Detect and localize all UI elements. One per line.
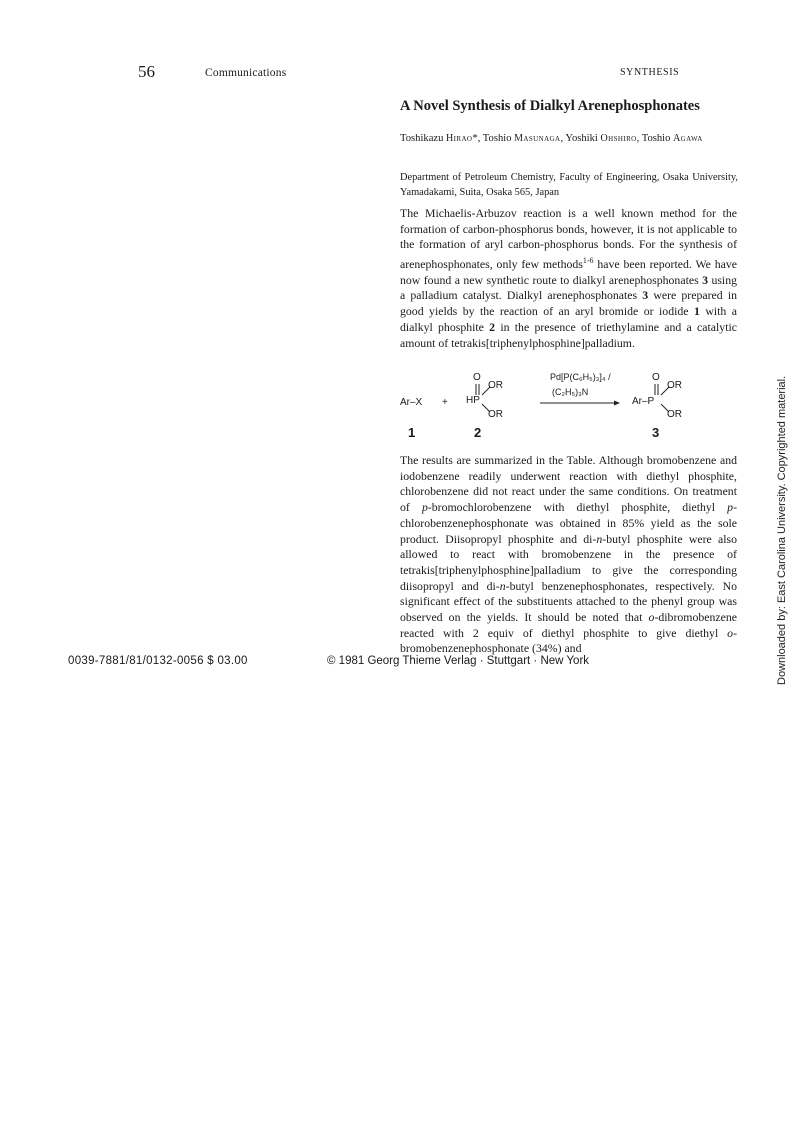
text-run: The Michaelis-Arbuzov reaction is a well known method for the formation of carbon-phosphorus bonds, however, it is not applicable to the formation of aryl carbon-phosphorus bonds. For the synthesis of arenephosphonates, only few methods — [400, 206, 737, 272]
alkoxy-group: OR — [667, 380, 682, 391]
author-last: Hirao — [446, 133, 473, 144]
text-run: in the presence of triethylamine and a catalytic amount of tetrakis[triphenylphosphine]palladium. — [400, 319, 737, 350]
base-label: (C₂H₅)₃N — [552, 387, 589, 397]
page-number: 56 — [138, 62, 155, 81]
author-last: Masunaga — [514, 133, 561, 144]
affiliation: Department of Petroleum Chemistry, Faculty of Engineering, Osaka University, Yamadakami, Suita, Osaka 565, Japan — [400, 172, 738, 198]
product-arp: Ar–P — [632, 396, 655, 407]
italic-prefix: n — [596, 531, 603, 546]
author-last: Ohshiro — [600, 133, 637, 144]
text-run: -chlorobenzenephosphonate was obtained in 85% yield as the sole product. Diisopropyl phosphite and di- — [400, 500, 738, 546]
corresponding-mark: *, — [472, 133, 483, 144]
italic-prefix: p — [421, 500, 428, 515]
italic-prefix: o — [648, 610, 655, 625]
reactant-aryl-halide: Ar–X — [400, 397, 423, 408]
reference-superscript: 1-6 — [582, 256, 594, 266]
copyright-line: © 1981 Georg Thieme Verlag · Stuttgart · New York — [327, 655, 590, 667]
download-watermark — [776, 355, 792, 685]
italic-prefix: n — [499, 578, 506, 593]
text-run: -bromochlorobenzene with diethyl phosphite, diethyl — [427, 500, 728, 515]
compound-number: 3 — [702, 272, 709, 287]
separator: , — [560, 133, 566, 144]
issn-price: 0039-7881/81/0132-0056 $ 03.00 — [68, 655, 248, 667]
hp-atom: HP — [466, 395, 480, 406]
text-run: -dibromobenzene reacted with 2 equiv of diethyl phosphite to give diethyl — [400, 610, 737, 640]
compound-label-2: 2 — [474, 425, 482, 440]
oxygen-atom: O — [652, 372, 660, 383]
compound-label-3: 3 — [652, 425, 660, 440]
text-run: -butyl benzenephosphonates, respectively. No significant effect of the substituents attached to the phenyl group was observed on the yields. It should be noted that — [400, 578, 737, 625]
alkoxy-group: OR — [488, 380, 503, 391]
text-run: were prepared in good yields by the reaction of an aryl bromide or iodide — [400, 288, 737, 319]
plus-sign: + — [442, 397, 448, 408]
text-run: with a dialkyl phosphite — [400, 304, 738, 334]
article-title: A Novel Synthesis of Dialkyl Arenephosphonates — [400, 98, 700, 114]
compound-number: 3 — [642, 288, 649, 303]
text-run: -butyl phosphite were also allowed to react with bromobenzene in the presence of tetrakis[triphenylphosphine]palladium to give the corresponding diisopropyl and di- — [400, 531, 737, 593]
text-run: -bromobenzenephosphonate (34%) and — [400, 625, 737, 656]
section-label: Communications — [205, 67, 287, 79]
body-paragraph-2 — [400, 453, 737, 657]
alkoxy-group: OR — [488, 409, 503, 420]
journal-name: SYNTHESIS — [620, 67, 680, 78]
compound-label-1: 1 — [408, 425, 416, 440]
text-run: using a palladium catalyst. Dialkyl arenephosphonates — [400, 272, 738, 303]
reaction-arrow-head — [614, 401, 620, 406]
download-watermark-text: Downloaded by: East Carolina University. Copyrighted material. — [776, 375, 788, 685]
compound-number: 1 — [693, 304, 700, 319]
author-first: Yoshiki — [565, 133, 601, 144]
author-first: Toshio — [641, 133, 674, 144]
author-first: Toshikazu — [400, 133, 447, 144]
reaction-scheme — [400, 362, 740, 447]
text-run: The results are summarized in the Table. Although bromobenzene and iodobenzene readily underwent reaction with diethyl phosphite, chlorobenzene did not react under the same conditions. On treatment of — [400, 453, 737, 515]
separator: , — [636, 133, 642, 144]
body-paragraph-1 — [400, 206, 737, 351]
catalyst-label: Pd[P(C₆H₅)₃]₄ / — [550, 372, 611, 382]
text-run: have been reported. We have now found a new synthetic route to dialkyl arenephosphonates — [400, 257, 737, 287]
author-list — [400, 131, 730, 146]
italic-prefix: o — [727, 625, 734, 640]
oxygen-atom: O — [473, 372, 481, 383]
alkoxy-group: OR — [667, 409, 682, 420]
compound-number: 2 — [489, 319, 496, 334]
author-last: Agawa — [673, 133, 703, 144]
italic-prefix: p — [727, 500, 734, 515]
author-first: Toshio — [482, 133, 515, 144]
